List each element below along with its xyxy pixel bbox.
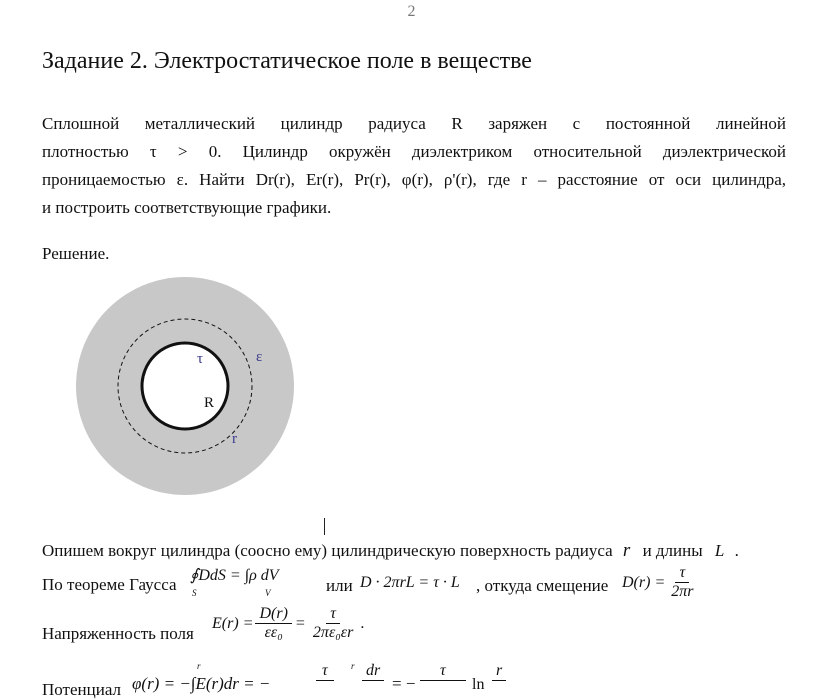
E-fraction-2 — [309, 605, 357, 642]
potential-text: Потенциал — [42, 680, 121, 699]
potential-expression: φ(r) = −∫E(r)dr = − — [132, 674, 271, 693]
pot-numerator-1: τ — [316, 662, 334, 681]
L-symbol: L — [714, 541, 725, 560]
r-label: r — [232, 431, 237, 447]
epsilon-label: ε — [256, 349, 263, 365]
E-lhs: E(r) = — [212, 614, 254, 632]
pot-numerator-3: τ — [420, 662, 466, 681]
pot-upper-limit-2: r — [351, 661, 355, 671]
gauss-integral: ∮DdS = ∫ρ dV — [190, 567, 279, 584]
displacement-text: , откуда смещение — [476, 576, 609, 595]
cylinder-figure — [60, 268, 310, 504]
pot-ln-numerator: r — [492, 662, 506, 681]
r-symbol: r — [622, 540, 631, 561]
E-denominator-1: εε₀ — [264, 624, 283, 641]
E-numerator-2: τ — [326, 605, 340, 624]
D-lhs: D(r) = — [622, 573, 666, 591]
field-text: Напряженность поля — [42, 624, 194, 643]
page-number: 2 — [407, 3, 416, 20]
pot-equals: = − — [392, 674, 416, 693]
surface-text: Опишем вокруг цилиндра (соосно ему) цилиндрическую поверхность радиуса — [42, 541, 613, 560]
metal-cylinder — [142, 343, 228, 429]
solution-label: Решение. — [42, 244, 110, 263]
text-cursor — [324, 518, 325, 535]
D-fraction — [667, 564, 697, 601]
D-numerator: τ — [675, 564, 689, 583]
gauss-lower-s: S — [192, 588, 197, 598]
period: . — [734, 541, 739, 560]
E-denominator-2: 2πε₀εr — [312, 624, 354, 641]
problem-line-1: Сплошной металлический цилиндр радиуса R заряжен с постоянной линейной — [42, 114, 786, 133]
problem-line-2: плотностью τ > 0. Цилиндр окружён диэлектриком относительной диэлектрической — [42, 142, 786, 161]
E-formula — [212, 605, 364, 642]
D-denominator: 2πr — [671, 583, 694, 600]
D-formula — [622, 564, 697, 601]
surface-line — [42, 540, 739, 562]
gauss-equation: D · 2πrL = τ · L — [360, 574, 460, 591]
problem-line-3: проницаемостью ε. Найти Dr(r), Er(r), Pr(r), φ(r), ρ'(r), где r – расстояние от оси цилиндра, — [42, 170, 786, 189]
page-title: Задание 2. Электростатическое поле в веществе — [42, 48, 532, 74]
length-text: и длины — [642, 541, 703, 560]
pot-numerator-2: dr — [362, 662, 384, 681]
tau-label: τ — [197, 351, 204, 367]
problem-text — [42, 110, 786, 222]
radius-label: R — [204, 395, 215, 411]
or-text: или — [326, 576, 353, 595]
E-fraction-1 — [255, 605, 291, 642]
gauss-text: По теореме Гаусса — [42, 575, 177, 594]
problem-line-4: и построить соответствующие графики. — [42, 198, 332, 217]
pot-upper-limit-1: r — [197, 661, 201, 671]
E-period: . — [360, 614, 365, 632]
E-numerator-1: D(r) — [255, 605, 291, 624]
pot-ln: ln — [472, 676, 485, 693]
gauss-lower-v: V — [265, 588, 271, 598]
E-equals: = — [295, 614, 305, 632]
